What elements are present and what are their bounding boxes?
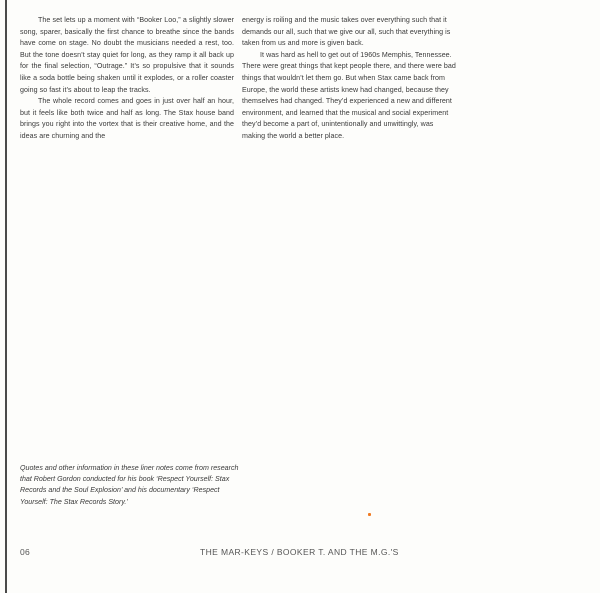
left-margin-rule [5, 0, 7, 593]
source-credits-note: Quotes and other information in these liner notes come from research that Robert Gordon conducted for his book ‘Respect Yourself: Stax Records and the Soul Explosion’ and his documentary ‘Respect Yourself: The Stax Records Story.’ [20, 464, 239, 506]
body-paragraph: The set lets up a moment with “Booker Loo,” a slightly slower song, sparer, basically the first chance to breathe since the bands have come on stage. No doubt the musicians needed a rest, too. But the tone doesn’t stay quiet for long, as they ramp it all back up for the final selection, “Outrage.” It’s so propulsive that it sounds like a soda bottle being shaken until it explodes, or a roller coaster going so fast it’s about to leap the tracks. [20, 16, 234, 94]
orange-accent-mark [368, 513, 371, 516]
running-footer-title: THE MAR-KEYS / BOOKER T. AND THE M.G.'S [200, 547, 399, 557]
body-paragraph: It was hard as hell to get out of 1960s Memphis, Tennessee. There were great things that kept people there, and there were bad things that wouldn’t let them go. But when Stax came back from Europe, the world these artists knew had changed, because they themselves had changed. They’d experienced a new and different environment, and learned that the musical and social experiment they’d become a part of, unintentionally and unwittingly, was making the world a better place. [242, 50, 456, 140]
body-paragraph: energy is roiling and the music takes over everything such that it demands our all, such that we give our all, such that everything is taken from us and more is given back. [242, 16, 451, 48]
body-paragraph: The whole record comes and goes in just over half an hour, but it feels like both twice and half as long. The Stax house band brings you right into the vortex that is their creative home, and the ideas are churning and the [20, 97, 234, 140]
page-number: 06 [20, 547, 31, 557]
left-text-column [20, 15, 234, 143]
right-text-column [242, 15, 458, 143]
